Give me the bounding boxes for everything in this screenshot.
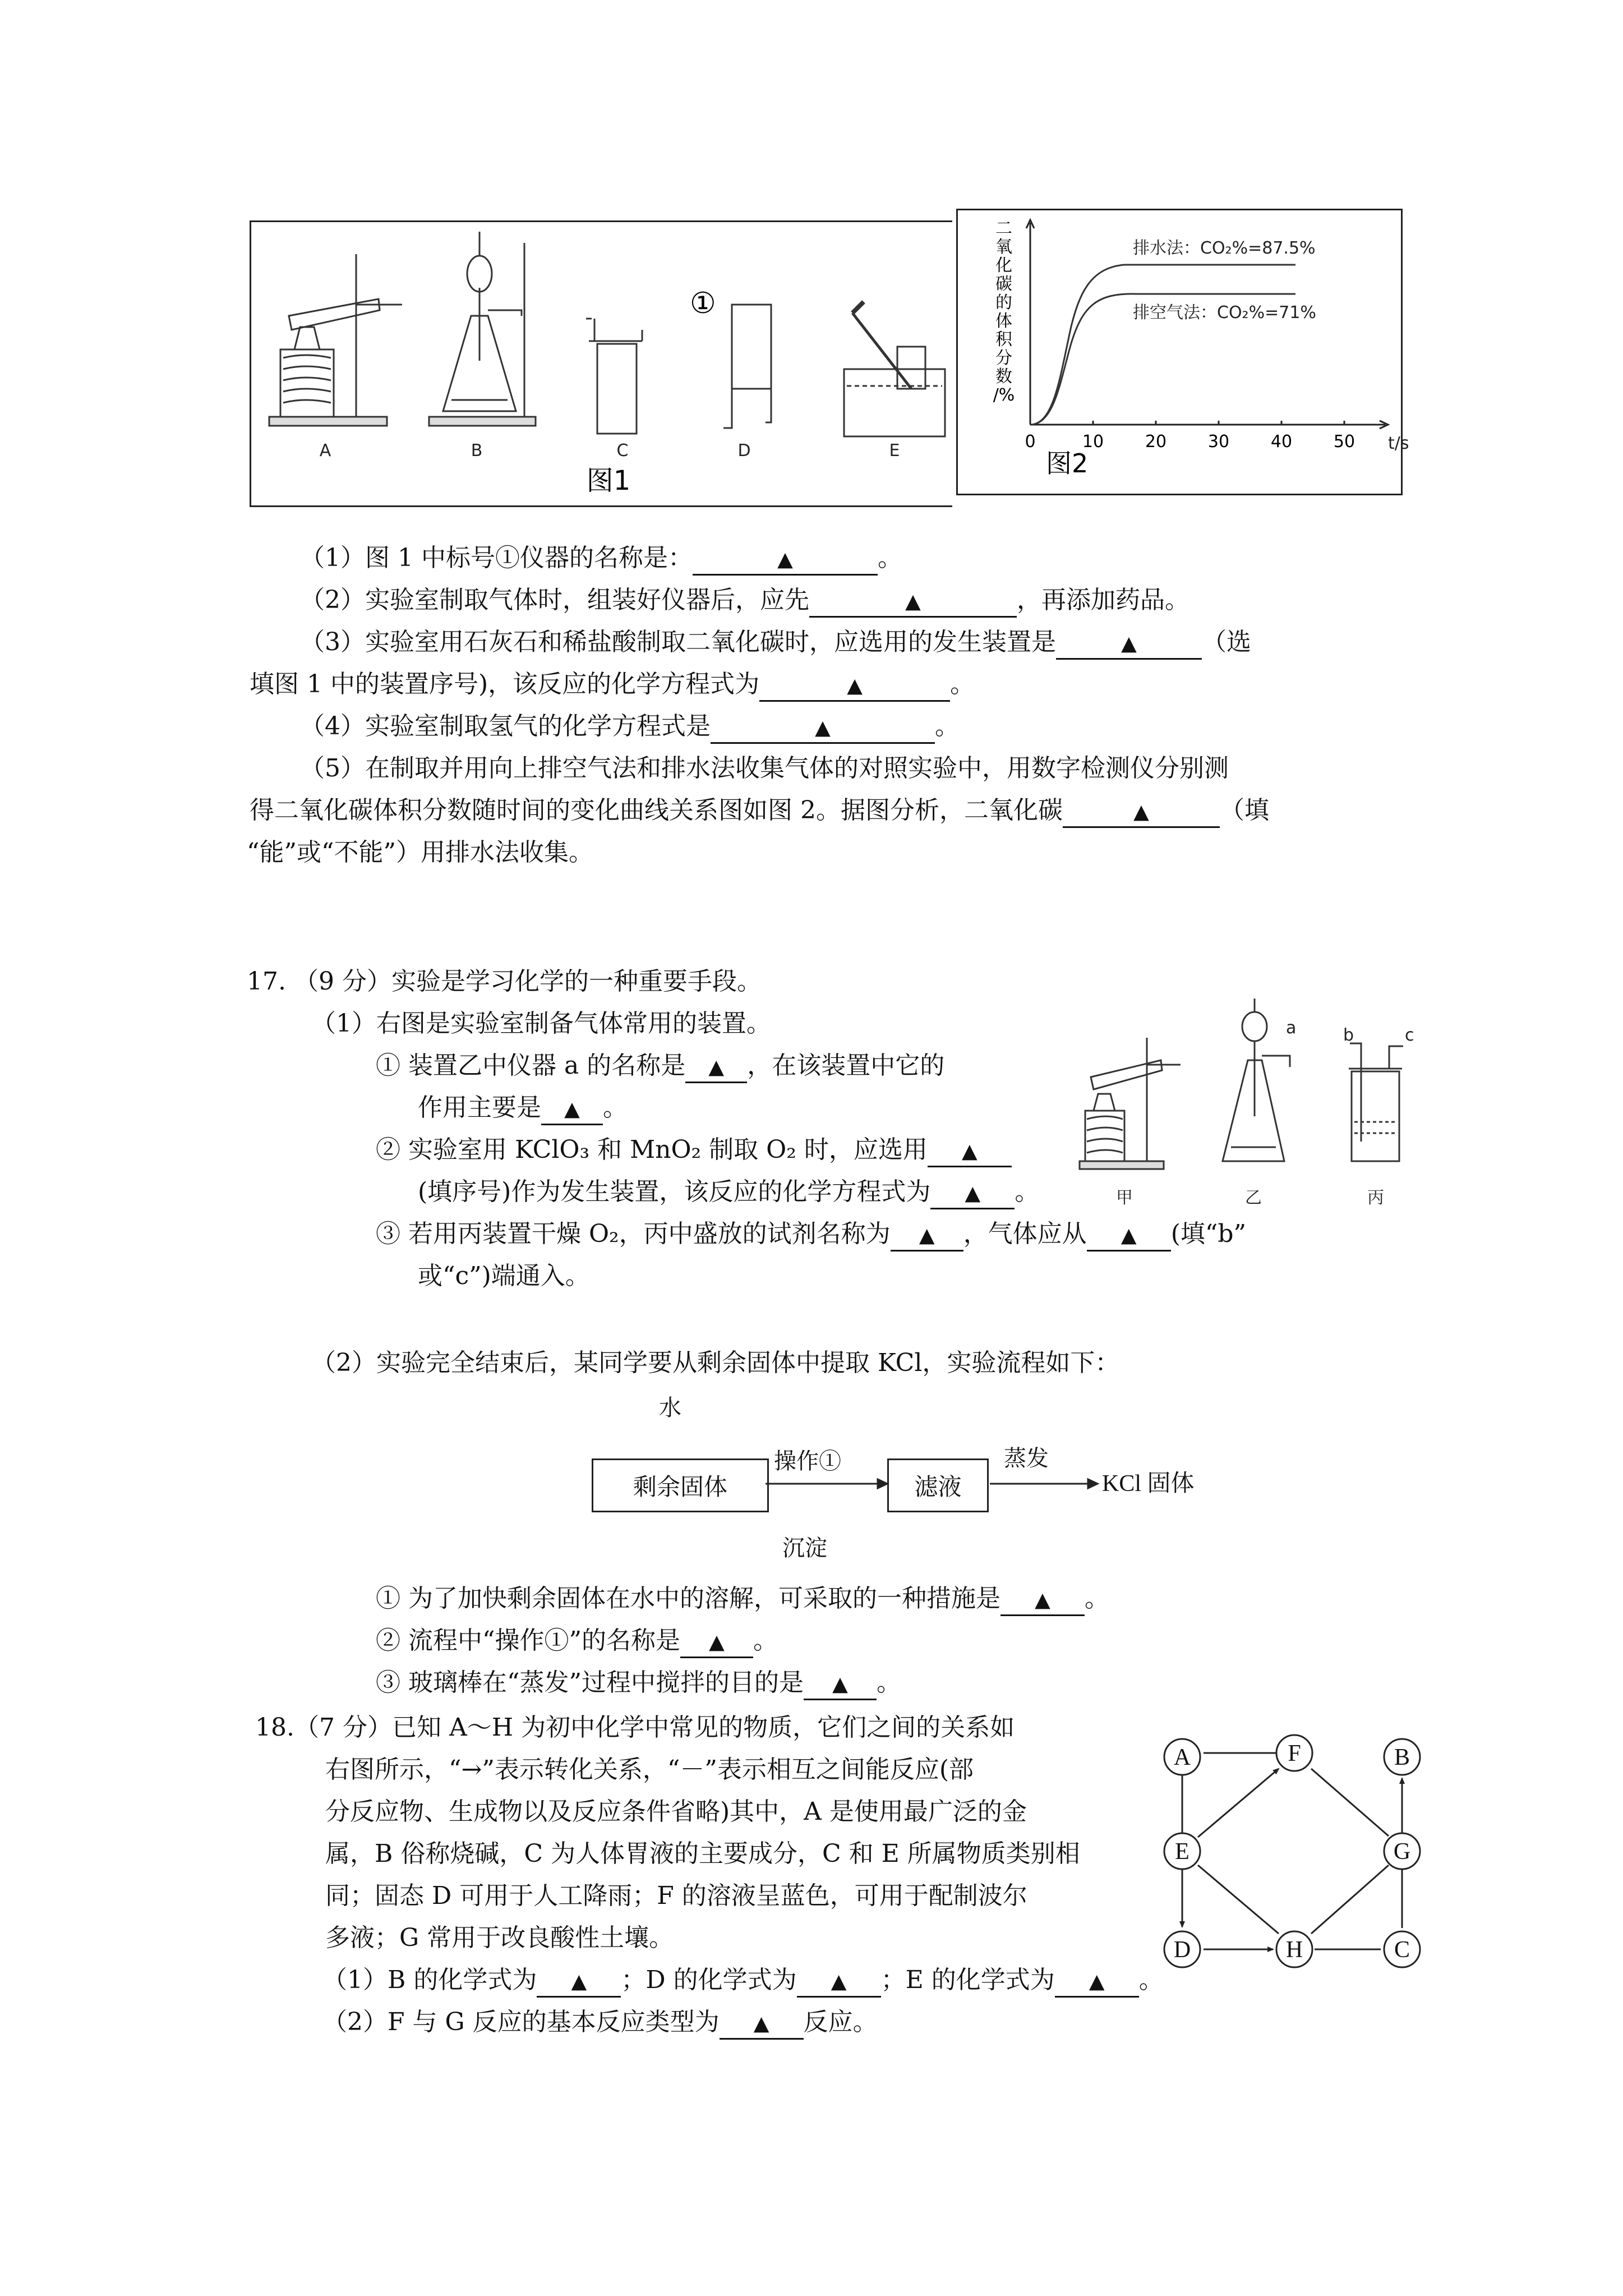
node-d: D (1173, 1937, 1191, 1963)
q16-line-1: （1）图 1 中标号①仪器的名称是： ▲ 。 (300, 541, 902, 576)
answer-blank[interactable]: ▲ (759, 670, 950, 702)
node-e: E (1175, 1839, 1189, 1865)
answer-blank[interactable]: ▲ (804, 1669, 877, 1700)
q16-line-6: （5）在制取并用向上排空气法和排水法收集气体的对照实验中，用数字检测仪分别测 (300, 754, 1229, 783)
q17-s2a: ② 实验室用 KClO₃ 和 MnO₂ 制取 O₂ 时，应选用 ▲ (376, 1133, 1012, 1167)
ylabel-char: /% (993, 385, 1015, 405)
q17-s1a: ① 装置乙中仪器 a 的名称是 ▲ ，在该装置中它的 (376, 1049, 944, 1083)
answer-blank[interactable]: ▲ (680, 1627, 753, 1658)
q18-line-6: 多液；G 常用于改良酸性土壤。 (325, 1924, 674, 1952)
label-b: B (471, 441, 483, 461)
port-label-c: c (1405, 1025, 1414, 1045)
figure2-xlabel: t/s (1388, 434, 1409, 453)
q18-line-3: 分反应物、生成物以及反应条件省略)其中，A 是使用最广泛的金 (325, 1797, 1027, 1826)
label-c: C (616, 441, 629, 461)
q17-part1: （1）右图是实验室制备气体常用的装置。 (311, 1009, 771, 1038)
x-tick-label: 20 (1145, 432, 1167, 452)
q16-line-2: （2）实验室制取气体时，组装好仪器后，应先 ▲ ，再添加药品。 (300, 583, 1189, 618)
apparatus-bing-label: 丙 (1367, 1188, 1384, 1208)
ylabel-char: 分 (995, 348, 1012, 368)
apparatus-b (429, 232, 536, 426)
answer-blank[interactable]: ▲ (1063, 797, 1220, 828)
flow-product: KCl 固体 (1102, 1471, 1195, 1497)
figure2-caption: 图2 (1046, 448, 1089, 478)
q18-answer-1: （1）B 的化学式为 ▲ ；D 的化学式为 ▲ ；E 的化学式为 ▲ 。 (322, 1963, 1164, 1998)
q17-2-1: ① 为了加快剩余固体在水中的溶解，可采取的一种措施是 ▲ 。 (376, 1582, 1109, 1616)
q16-line-7: 得二氧化碳体积分数随时间的变化曲线关系图如图 2。据图分析，二氧化碳 ▲ （填 (250, 794, 1269, 828)
ylabel-char: 体 (995, 311, 1012, 331)
node-c: C (1394, 1937, 1410, 1963)
ylabel-char: 碳 (995, 274, 1012, 294)
q18-graph (1155, 1703, 1436, 1983)
flow-box-filtrate: 滤液 (887, 1458, 989, 1512)
answer-blank[interactable]: ▲ (711, 712, 935, 744)
answer-blank[interactable]: ▲ (693, 544, 878, 576)
answer-blank[interactable]: ▲ (1087, 1220, 1171, 1251)
label-d: D (737, 441, 751, 461)
answer-blank[interactable]: ▲ (720, 2008, 804, 2040)
series-drain-air-label: 排空气法：CO₂%=71% (1133, 303, 1316, 323)
x-tick-label: 10 (1082, 432, 1104, 452)
flow-op2: 蒸发 (1004, 1446, 1049, 1471)
answer-blank[interactable]: ▲ (537, 1966, 621, 1998)
q16-line-5: （4）实验室制取氢气的化学方程式是 ▲ 。 (300, 710, 960, 744)
apparatus-d (723, 305, 771, 428)
q16-line-3: （3）实验室用石灰石和稀盐酸制取二氧化碳时，应选用的发生装置是 ▲ （选 (300, 625, 1251, 660)
q16-line-8: “能”或“不能”）用排水法收集。 (247, 838, 593, 867)
answer-blank[interactable]: ▲ (928, 1136, 1012, 1167)
answer-blank[interactable]: ▲ (797, 1966, 881, 1998)
q17-title: 17. （9 分）实验是学习化学的一种重要手段。 (247, 967, 762, 996)
q17-s3a: ③ 若用丙装置干燥 O₂，丙中盛放的试剂名称为 ▲ ，气体应从 ▲ (填“b” (376, 1217, 1246, 1251)
marker-circle-1: ① (690, 287, 716, 320)
node-a: A (1173, 1745, 1191, 1770)
node-h: H (1285, 1937, 1303, 1963)
q17-2-3: ③ 玻璃棒在“蒸发”过程中搅拌的目的是 ▲ 。 (376, 1666, 901, 1700)
q18-line-2: 右图所示，“→”表示转化关系，“－”表示相互之间能反应(部 (325, 1755, 974, 1784)
node-b: B (1394, 1745, 1410, 1770)
apparatus-yi-label: 乙 (1245, 1188, 1262, 1208)
q18-line-4: 属，B 俗称烧碱，C 为人体胃液的主要成分，C 和 E 所属物质类别相 (325, 1839, 1080, 1868)
answer-blank[interactable]: ▲ (541, 1094, 603, 1125)
series-drain-water-label: 排水法：CO₂%=87.5% (1133, 238, 1316, 258)
apparatus-a (269, 254, 402, 426)
flow-box-residue: 剩余固体 (592, 1458, 769, 1512)
node-g: G (1393, 1839, 1411, 1865)
port-label-b: b (1343, 1025, 1354, 1045)
ylabel-char: 二 (995, 219, 1012, 238)
answer-blank[interactable]: ▲ (891, 1220, 963, 1251)
apparatus-e (844, 302, 945, 436)
q17-part2: （2）实验完全结束后，某同学要从剩余固体中提取 KCl，实验流程如下： (311, 1349, 1120, 1377)
q17-s2b: (填序号)作为发生装置，该反应的化学方程式为 ▲ 。 (418, 1175, 1039, 1209)
label-a: A (319, 441, 331, 461)
q17-s1b: 作用主要是 ▲ 。 (418, 1091, 628, 1125)
answer-blank[interactable]: ▲ (809, 586, 1017, 618)
answer-blank[interactable]: ▲ (930, 1178, 1015, 1209)
q18-line-5: 同；固态 D 可用于人工降雨；F 的溶液呈蓝色，可用于配制波尔 (325, 1881, 1027, 1910)
answer-blank[interactable]: ▲ (685, 1052, 747, 1083)
answer-blank[interactable]: ▲ (1055, 1966, 1139, 1998)
figure1-caption: 图1 (586, 465, 631, 496)
x-tick-label: 50 (1333, 432, 1355, 452)
q17-apparatus (1068, 993, 1416, 1217)
x-tick-label: 40 (1270, 432, 1293, 452)
q18-line-1: 18.（7 分）已知 A～H 为初中化学中常见的物质，它们之间的关系如 (255, 1713, 1015, 1742)
flow-precip: 沉淀 (782, 1535, 827, 1561)
x-tick-label: 30 (1207, 432, 1230, 452)
apparatus-jia-label: 甲 (1116, 1188, 1133, 1208)
ylabel-char: 氧 (995, 237, 1012, 257)
x-tick-label: 0 (1025, 432, 1036, 452)
q16-line-4: 填图 1 中的装置序号)，该反应的化学方程式为 ▲ 。 (250, 668, 975, 702)
figure2-ylabel (993, 219, 1015, 405)
answer-blank[interactable]: ▲ (1000, 1585, 1085, 1616)
flow-water: 水 (659, 1395, 681, 1421)
figure1-apparatus (250, 220, 953, 507)
ylabel-char: 化 (995, 256, 1012, 275)
apparatus-c (586, 319, 642, 434)
ylabel-char: 的 (995, 293, 1012, 312)
ylabel-char: 积 (995, 330, 1012, 349)
q17-2-2: ② 流程中“操作①”的名称是 ▲ 。 (376, 1624, 778, 1658)
figure2-chart (956, 209, 1409, 495)
answer-blank[interactable]: ▲ (1056, 628, 1202, 660)
ylabel-char: 数 (995, 367, 1012, 386)
port-label-a: a (1286, 1018, 1297, 1038)
q17-s3b: 或“c”)端通入。 (418, 1262, 590, 1290)
flow-op1: 操作① (774, 1448, 841, 1474)
q18-answer-2: （2）F 与 G 反应的基本反应类型为 ▲ 反应。 (322, 2005, 878, 2040)
node-f: F (1288, 1741, 1301, 1766)
label-e: E (889, 441, 900, 461)
